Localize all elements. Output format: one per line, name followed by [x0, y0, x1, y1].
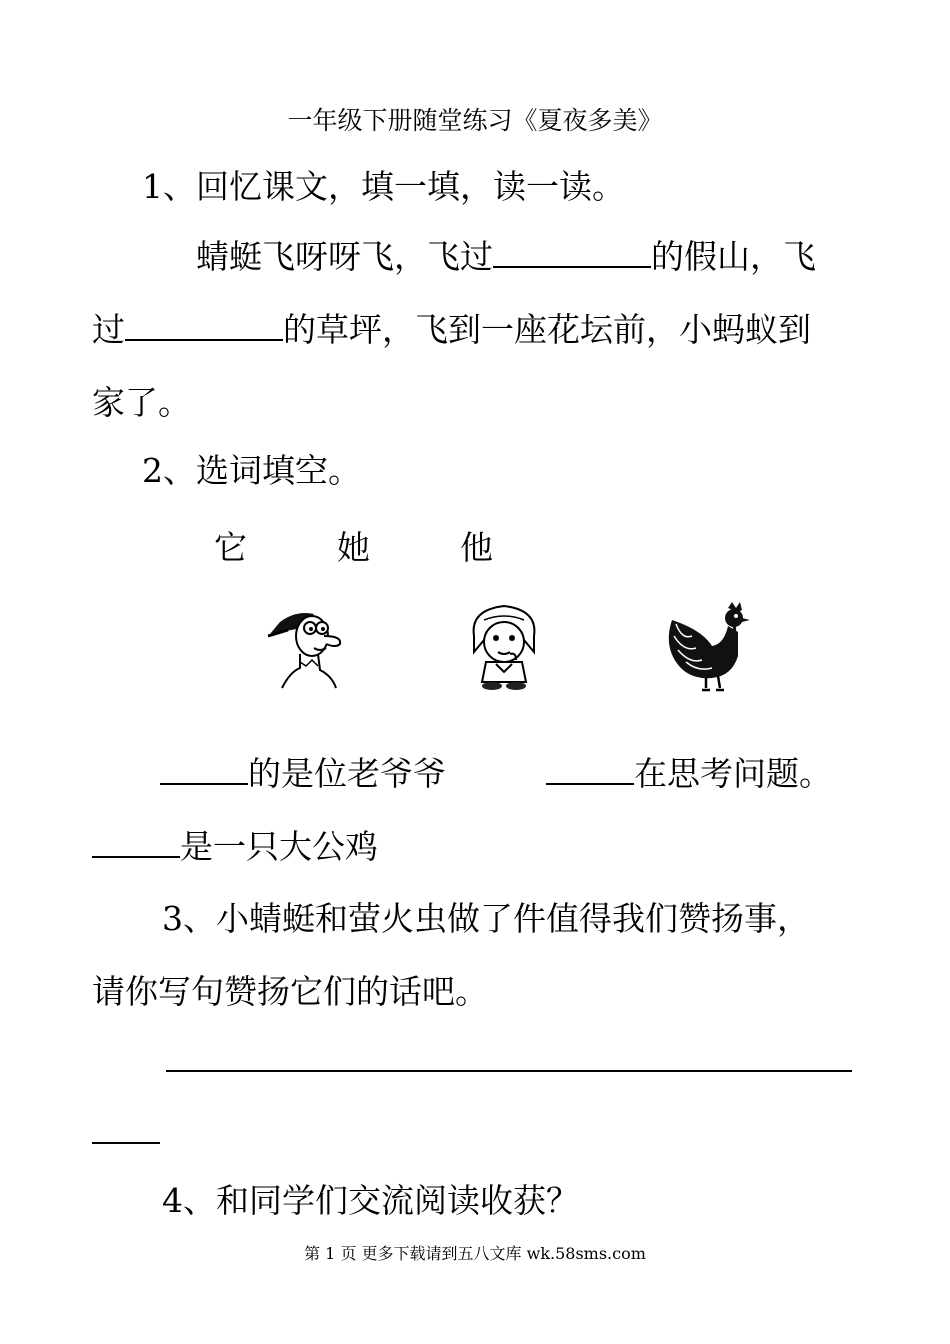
word-option-ta-it: 它 — [214, 528, 247, 567]
fill-blank[interactable] — [546, 782, 634, 785]
q1-line-2 — [92, 310, 811, 349]
word-option-ta-she: 她 — [337, 528, 370, 567]
q1-line-2-start: 过 — [92, 310, 125, 349]
q3-line-1: 3、小蜻蜓和萤火虫做了件值得我们赞扬事， — [162, 899, 810, 938]
q4-heading: 4、和同学们交流阅读收获？ — [162, 1181, 579, 1220]
q2-sentence-2-text: 在思考问题。 — [634, 754, 832, 793]
answer-line[interactable] — [166, 1070, 852, 1072]
answer-line-continued[interactable] — [92, 1142, 160, 1144]
fill-blank[interactable] — [493, 265, 651, 268]
q1-line-2-end: 的草坪，飞到一座花坛前，小蚂蚁到 — [283, 310, 811, 349]
q1-line-3: 家了。 — [92, 383, 191, 422]
old-man-icon — [262, 600, 354, 692]
q3-line-2: 请你写句赞扬它们的话吧。 — [92, 972, 488, 1011]
fill-blank[interactable] — [92, 855, 180, 858]
q1-line-1 — [196, 237, 816, 276]
page-title: 一年级下册随堂练习《夏夜多美》 — [287, 106, 663, 135]
q1-heading: 1、回忆课文，填一填，读一读。 — [142, 167, 625, 206]
fill-blank[interactable] — [125, 338, 283, 341]
q2-sentence-3-text: 是一只大公鸡 — [180, 827, 378, 866]
fill-blank[interactable] — [160, 782, 248, 785]
q2-sentence-1 — [160, 754, 446, 793]
girl-thinking-icon — [462, 600, 546, 692]
q2-heading: 2、选词填空。 — [142, 451, 361, 490]
q1-line-1-end: 的假山，飞 — [651, 237, 816, 276]
q2-sentence-2 — [546, 754, 832, 793]
word-option-ta-he: 他 — [460, 528, 493, 567]
q2-sentence-1-text: 的是位老爷爷 — [248, 754, 446, 793]
page-footer: 第 1 页 更多下载请到五八文库 wk.58sms.com — [304, 1244, 646, 1263]
rooster-icon — [662, 600, 754, 692]
q1-line-1-start: 蜻蜓飞呀呀飞，飞过 — [196, 237, 493, 276]
q2-sentence-3 — [92, 827, 378, 866]
